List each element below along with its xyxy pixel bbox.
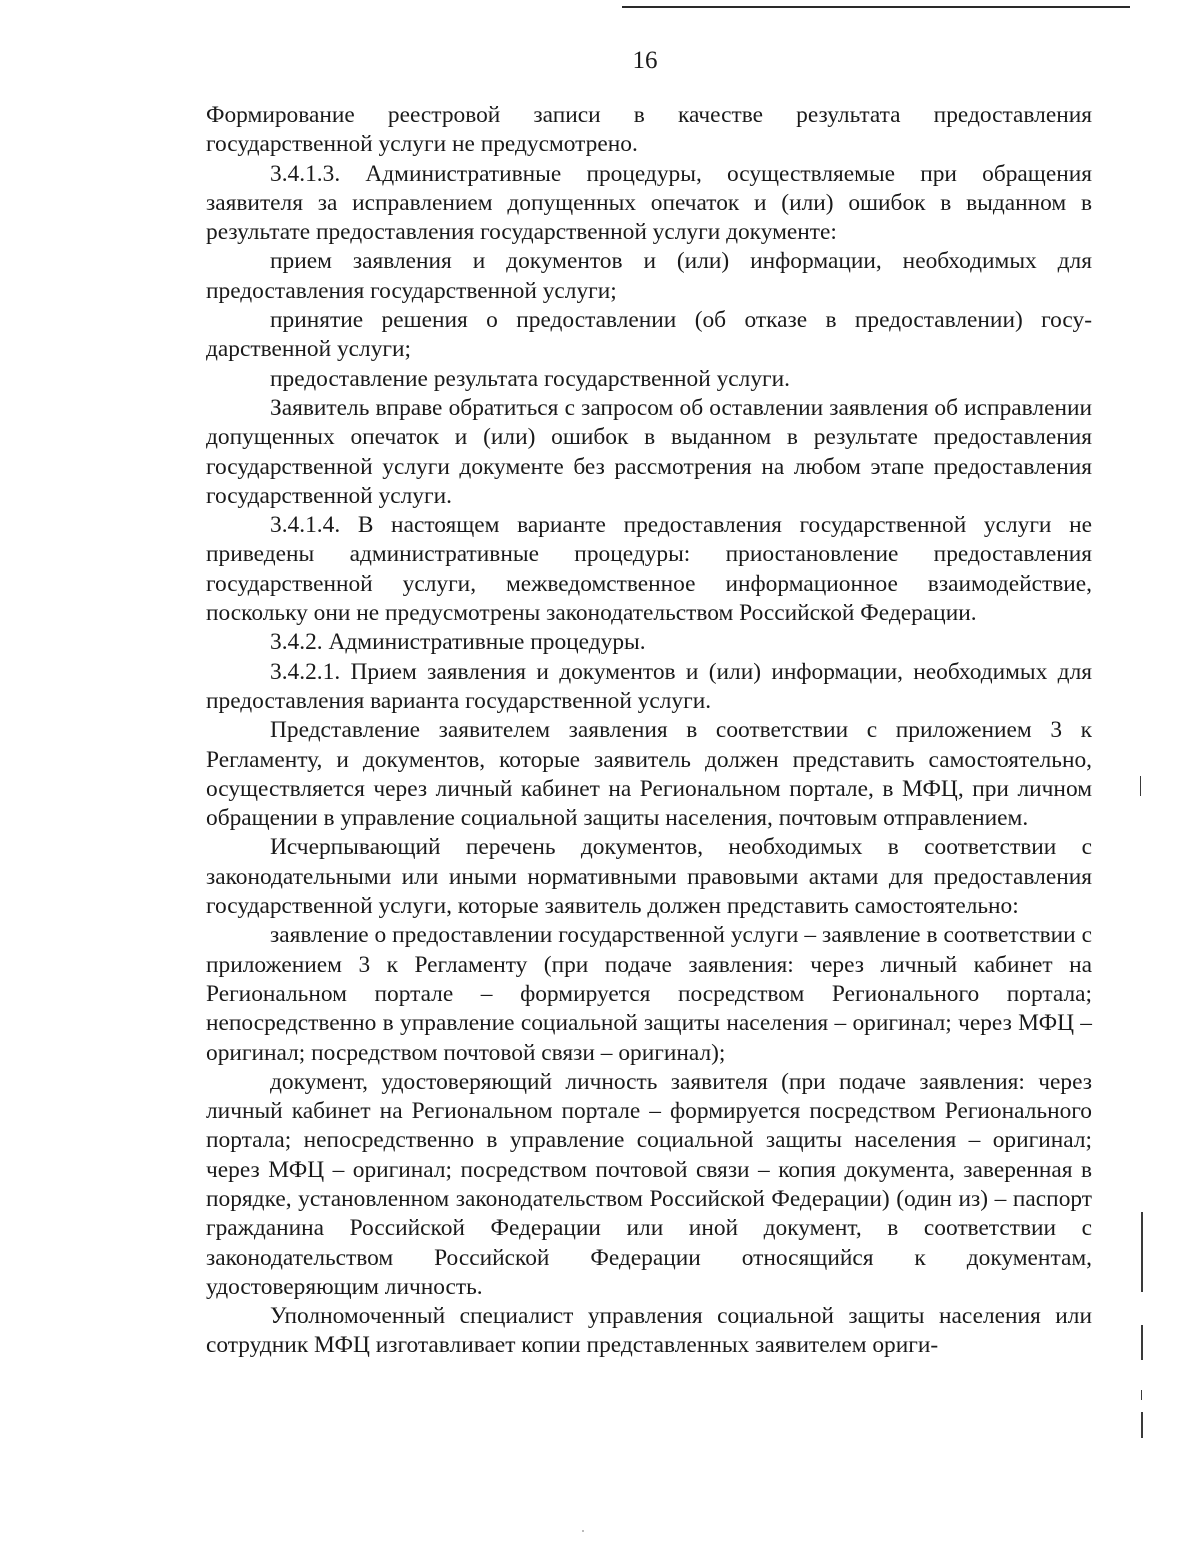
paragraph-3-4-1-3: 3.4.1.3. Административные процедуры, осуществляемые при обращения заявителя за исправлением допущенных опечаток и (или) ошибок в выданном в результате предоставления государственной услуги документе:: [206, 160, 1092, 246]
paragraph-registry-record: Формирование реестровой записи в качестве результата предоставления государственной услуги не предусмотрено.: [206, 102, 1092, 158]
paragraph-submission: Представление заявителем заявления в соответствии с приложением 3 к Регламенту, и документов, которые заявитель должен представить самостоятельно, осуществляется через личный кабинет на Региональном портале, в МФЦ, при личном обращении в управление социальной защиты населения, почтовым отправлением.: [206, 717, 1092, 832]
page-number: 16: [632, 47, 658, 74]
paragraph-document-list: Исчерпывающий перечень документов, необходимых в соответствии с законодательными или иными нормативными правовыми актами для предоставления государственной услуги, которые заявитель должен представить самостоятельно:: [206, 834, 1092, 920]
margin-mark: [1141, 1325, 1143, 1360]
list-item-receipt: прием заявления и документов и (или) информации, необходимых для предоставления государственной услуги;: [206, 248, 1092, 304]
margin-mark: [1140, 776, 1141, 796]
paragraph-3-4-2-1: 3.4.2.1. Прием заявления и документов и (или) информации, необходимых для предоставления варианта государственной услуги.: [206, 658, 1092, 714]
margin-mark: [1141, 1212, 1143, 1292]
document-body: [206, 101, 1092, 1361]
top-rule: [622, 6, 1130, 8]
list-item-identity-document: документ, удостоверяющий личность заявителя (при подаче заявления: через личный кабинет на Региональном портале – формируется посредством Регионального портала; непосредственно в управление социальной защиты населения – оригинал; через МФЦ – оригинал; посредством почтовой связи – копия документа, заверенная в порядке, установленном законодательством Российской Федерации) (один из) – паспорт гражданина Российской Федерации или иной документ, в соответствии с законодательством Российской Федерации относящийся к документам, удостоверяющим личность.: [206, 1068, 1092, 1300]
list-item-decision: принятие решения о предоставлении (об отказе в предоставлении) государственной услуги;: [206, 307, 1092, 363]
paragraph-authorized-specialist: Уполномоченный специалист управления социальной защиты населения или сотрудник МФЦ изготавливает копии представленных заявителем ориги-: [206, 1303, 1092, 1359]
list-item-application: заявление о предоставлении государственной услуги – заявление в соответствии с приложением 3 к Регламенту (при подаче заявления: через личный кабинет на Региональном портале – формируется посредством Регионального портала; непосредственно в управление социальной защиты населения – оригинал; через МФЦ – оригинал; посредством почтовой связи – оригинал);: [206, 922, 1092, 1066]
scan-speck: [582, 1530, 584, 1532]
margin-mark: [1141, 1412, 1143, 1438]
list-item-result: предоставление результата государственной услуги.: [270, 365, 790, 392]
paragraph-3-4-2: 3.4.2. Административные процедуры.: [270, 629, 646, 656]
paragraph-3-4-1-4: 3.4.1.4. В настоящем варианте предоставления государственной услуги не приведены административные процедуры: приостановление предоставления государственной услуги, межведомственное информационное взаимодействие, поскольку они не предусмотрены законодательством Российской Федерации.: [206, 512, 1092, 627]
paragraph-applicant-right: Заявитель вправе обратиться с запросом об оставлении заявления об исправлении допущенных опечаток и (или) ошибок в выданном в результате предоставления государственной услуги документе без рассмотрения на любом этапе предоставления государственной услуги.: [206, 394, 1092, 509]
margin-mark: [1141, 1390, 1142, 1400]
